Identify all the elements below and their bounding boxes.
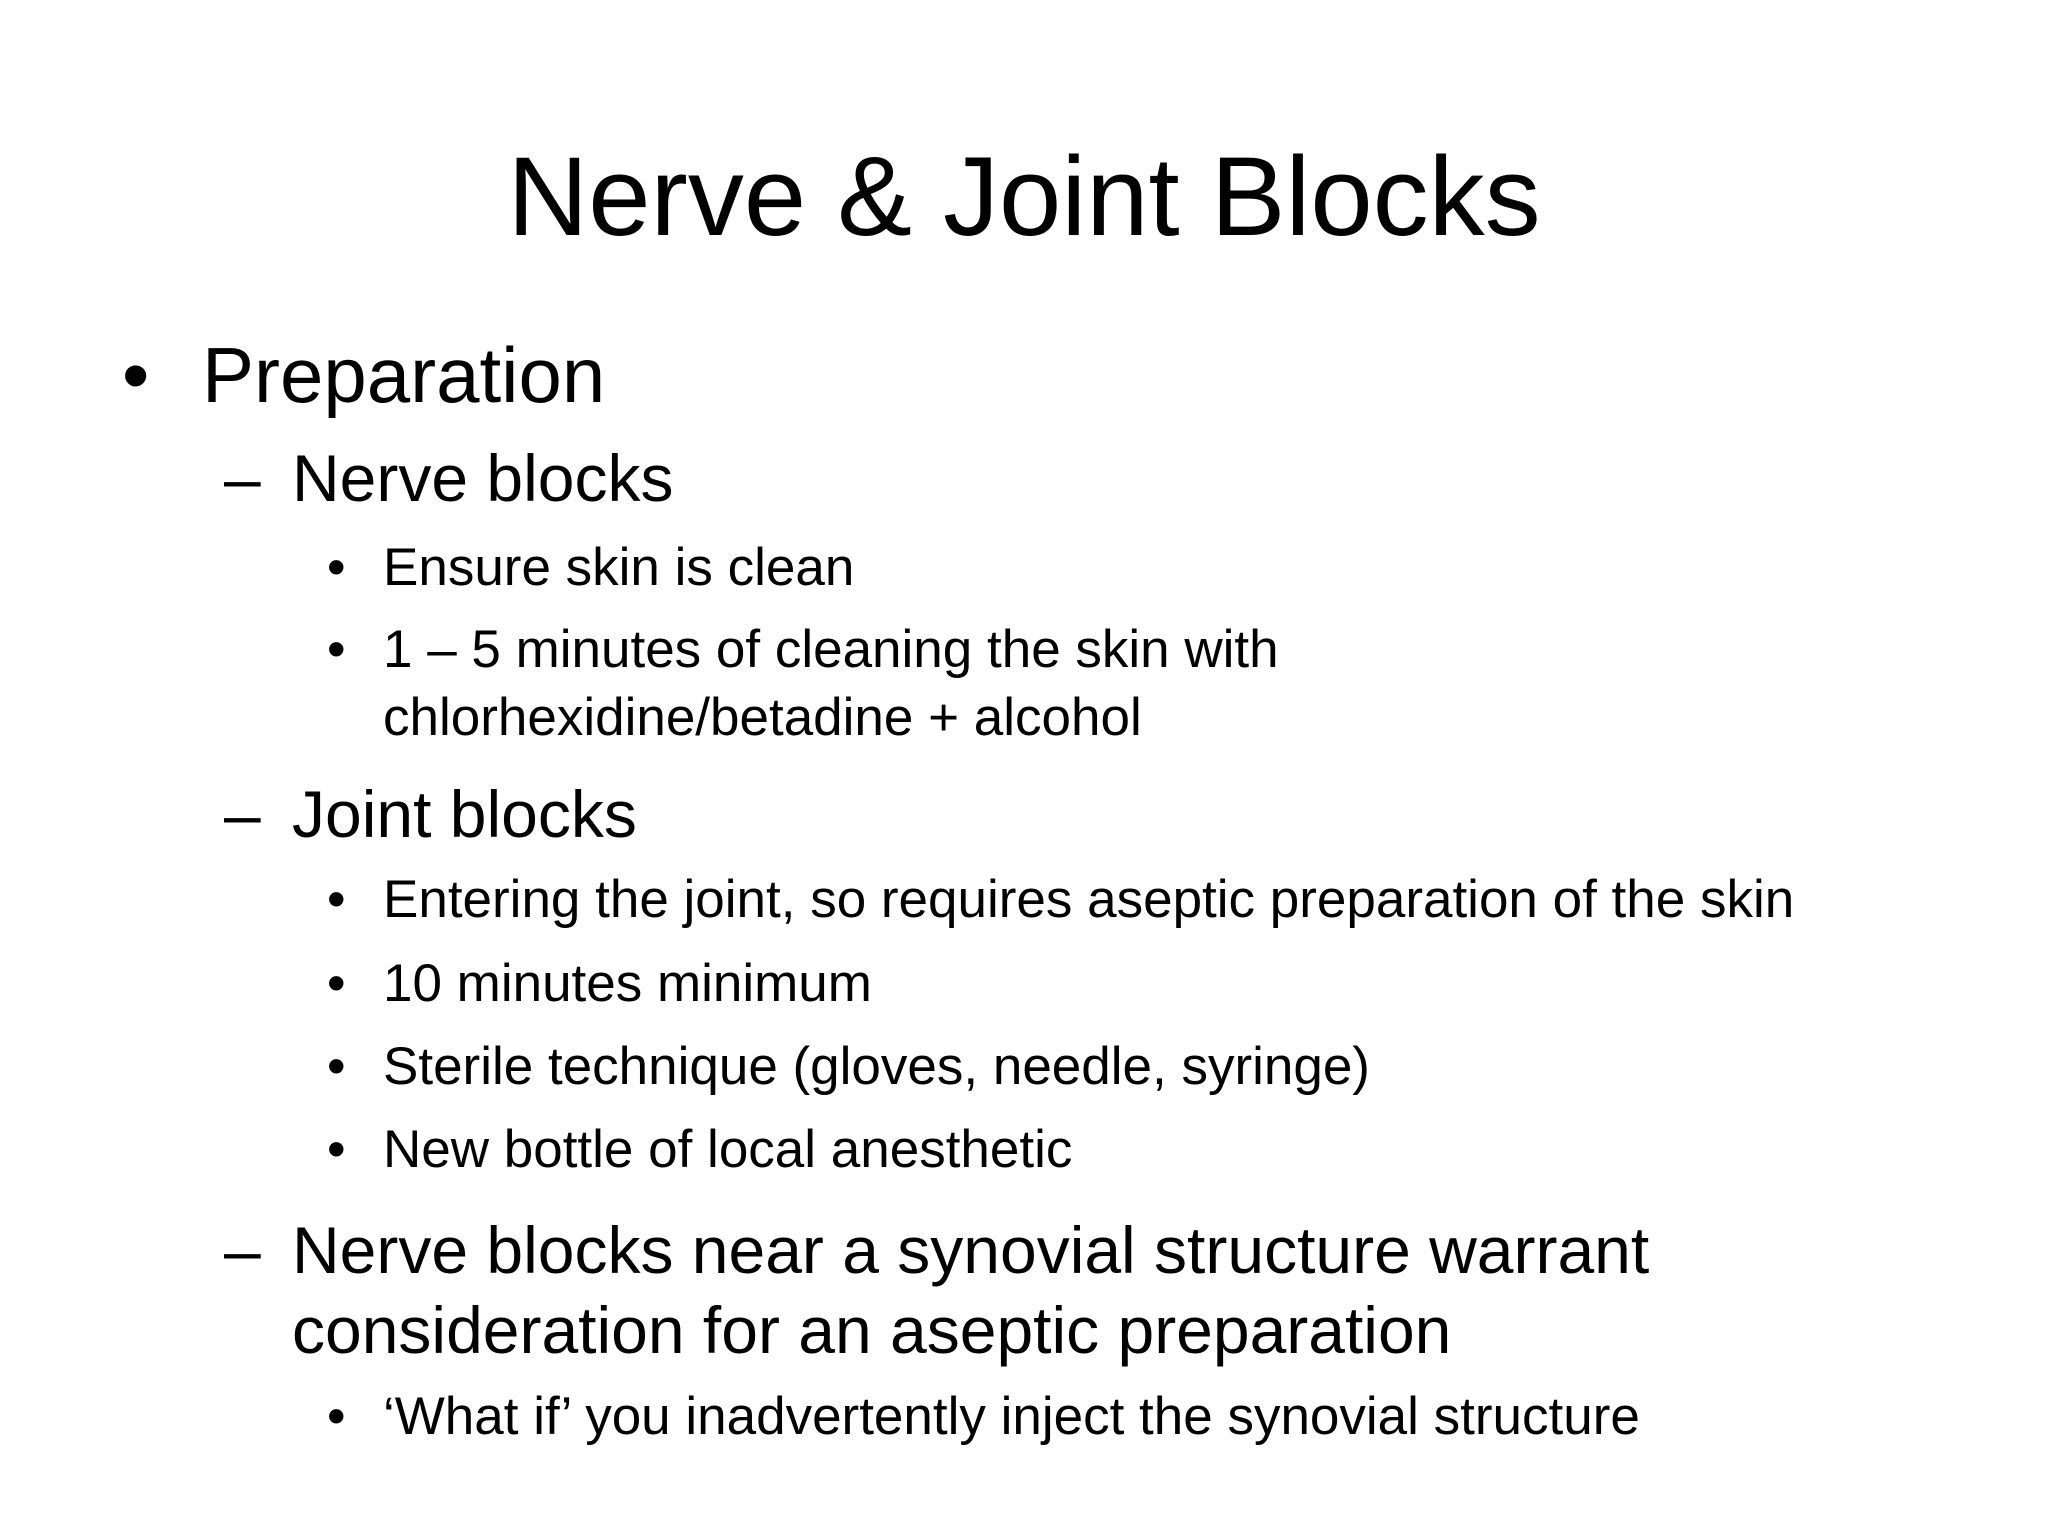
point-new-bottle xyxy=(327,1116,1073,1184)
point-ensure-skin-clean xyxy=(327,534,855,602)
bullet-text: Preparation xyxy=(202,331,606,419)
bullet-marker: • xyxy=(327,1120,346,1179)
point-sterile-technique xyxy=(327,1033,1370,1101)
subitem-joint-blocks xyxy=(224,774,637,854)
point-text: Sterile technique (gloves, needle, syringe) xyxy=(383,1037,1370,1096)
bullet-marker: • xyxy=(327,538,346,597)
dash-marker: – xyxy=(224,777,261,851)
point-text: 10 minutes minimum xyxy=(383,954,872,1013)
subitem-text: Joint blocks xyxy=(292,777,637,851)
bullet-marker: • xyxy=(122,331,150,419)
point-text: Ensure skin is clean xyxy=(383,538,855,597)
bullet-marker: • xyxy=(327,620,346,679)
point-text: Entering the joint, so requires aseptic preparation of the skin xyxy=(383,870,1795,929)
bullet-marker: • xyxy=(327,1037,346,1096)
point-text-line-1: 1 – 5 minutes of cleaning the skin with xyxy=(383,620,1279,679)
bullet-marker: • xyxy=(327,954,346,1013)
point-text-line-2: chlorhexidine/betadine + alcohol xyxy=(383,688,1142,747)
subitem-text-line-2: consideration for an aseptic preparation xyxy=(292,1293,1452,1367)
subitem-synovial-structure xyxy=(224,1210,1650,1370)
dash-marker: – xyxy=(224,441,261,515)
point-text: ‘What if’ you inadvertently inject the synovial structure xyxy=(383,1387,1640,1446)
dash-marker: – xyxy=(224,1213,261,1287)
subitem-text-line-1: Nerve blocks near a synovial structure warrant xyxy=(292,1213,1650,1287)
point-cleaning-minutes xyxy=(327,616,1279,752)
subitem-nerve-blocks xyxy=(224,438,674,518)
subitem-text: Nerve blocks xyxy=(292,441,674,515)
point-entering-joint xyxy=(327,866,1795,934)
bullet-marker: • xyxy=(327,1387,346,1446)
bullet-marker: • xyxy=(327,870,346,929)
point-what-if xyxy=(327,1383,1640,1451)
bullet-preparation xyxy=(122,330,606,420)
slide-title: Nerve & Joint Blocks xyxy=(507,134,1541,259)
point-ten-minutes xyxy=(327,950,872,1018)
point-text: New bottle of local anesthetic xyxy=(383,1120,1073,1179)
